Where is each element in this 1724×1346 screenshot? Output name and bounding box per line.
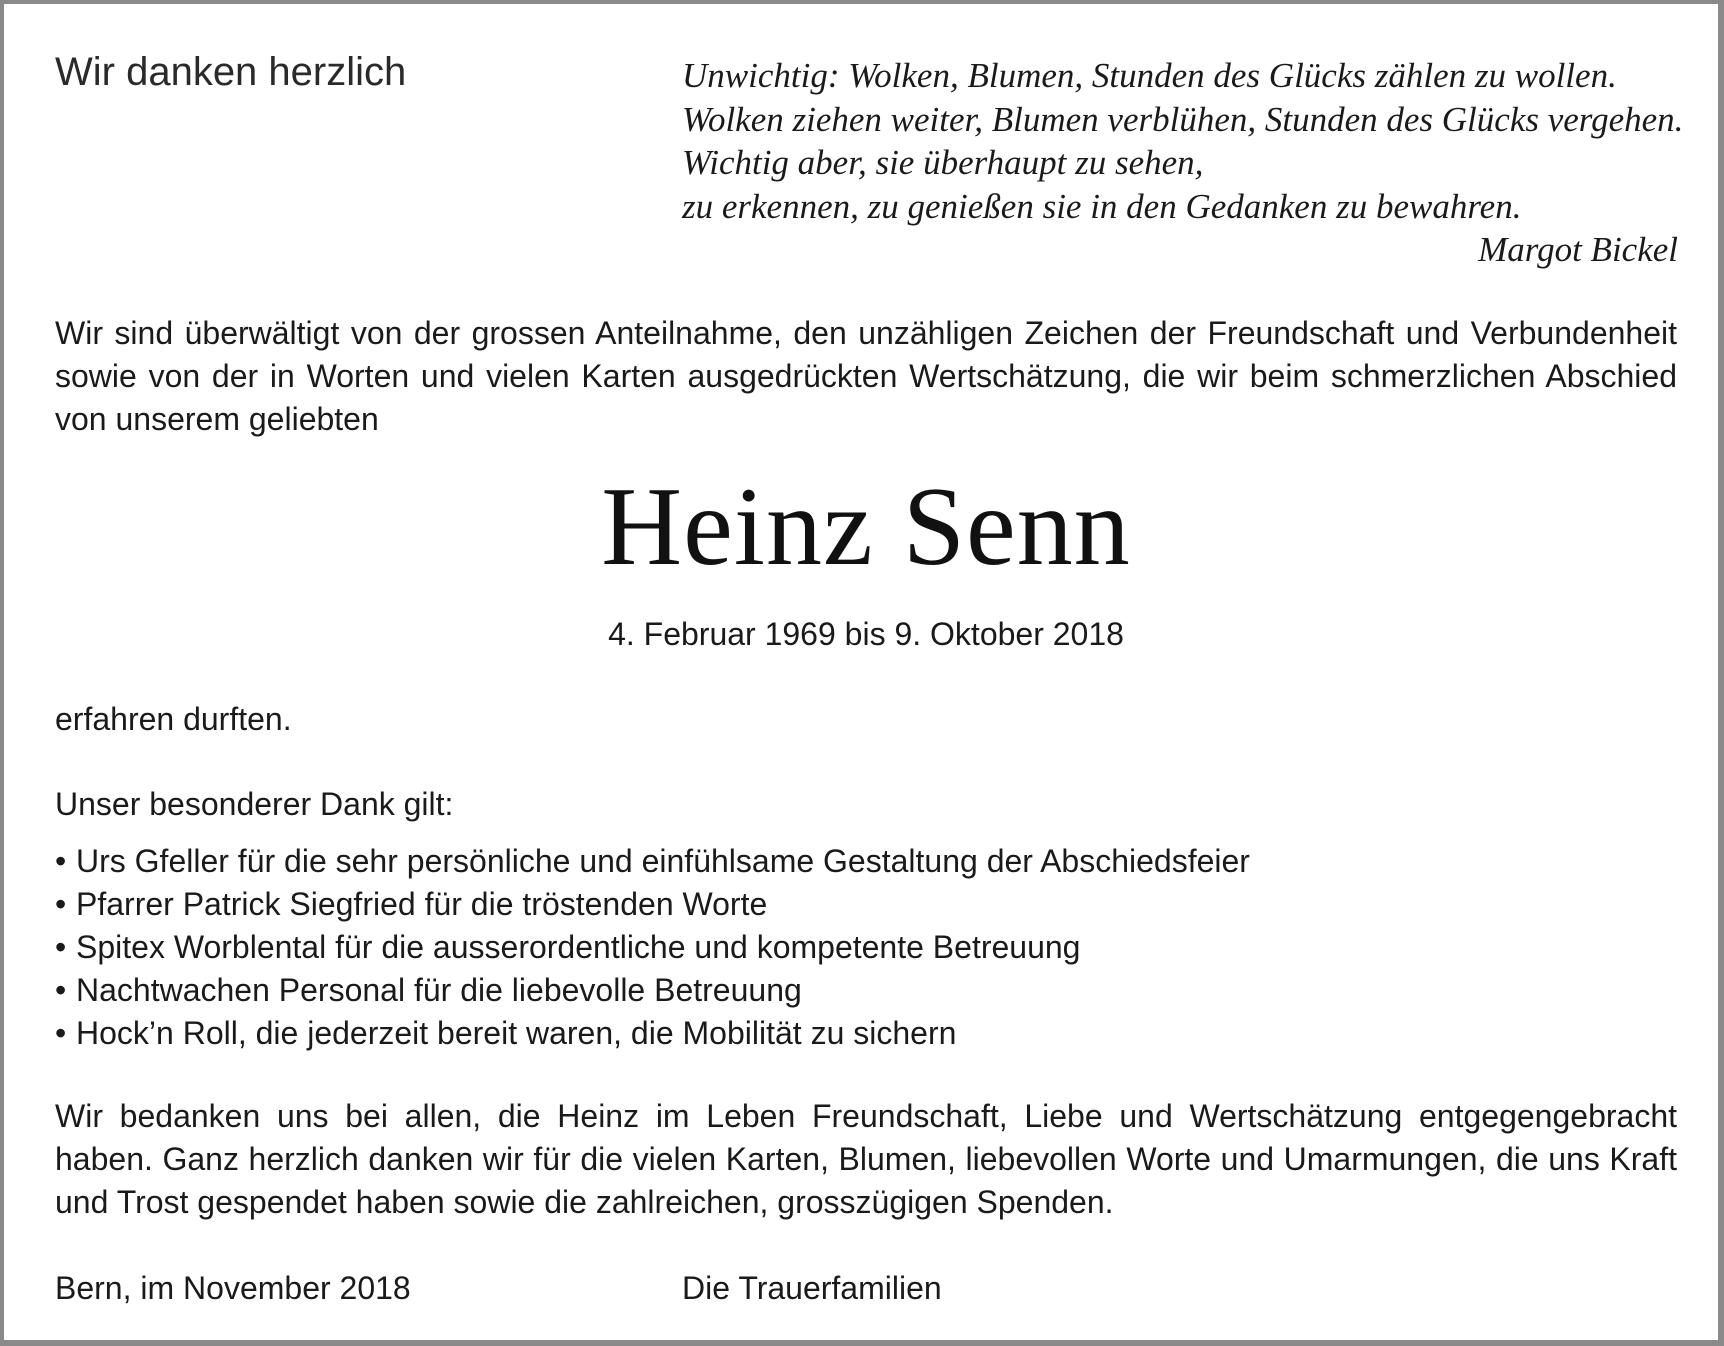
deceased-name: Heinz Senn [601, 465, 1131, 589]
list-item-text: Hock’n Roll, die jederzeit bereit waren, die Mobilität zu sichern [76, 1015, 957, 1051]
list-item-text: Urs Gfeller für die sehr persönliche und einfühlsame Gestaltung der Abschiedsfeier [76, 843, 1250, 879]
bullet-icon: • [55, 1015, 67, 1051]
poem-block [682, 54, 1684, 272]
bullet-icon: • [55, 929, 67, 965]
life-dates: 4. Februar 1969 bis 9. Oktober 2018 [608, 616, 1124, 652]
poem-line: Wolken ziehen weiter, Blumen verblühen, Stunden des Glücks vergehen. [682, 99, 1684, 139]
poem-author: Margot Bickel [1478, 230, 1678, 269]
poem-line: Unwichtig: Wolken, Blumen, Stunden des Glücks zählen zu wollen. [682, 56, 1617, 95]
bullet-icon: • [55, 972, 67, 1008]
list-item [55, 969, 1250, 1012]
list-item [55, 883, 1250, 926]
list-item [55, 1012, 1250, 1055]
list-item [55, 926, 1250, 969]
signature: Die Trauerfamilien [682, 1270, 942, 1306]
thanks-intro: Unser besonderer Dank gilt: [55, 786, 454, 822]
list-item-text: Spitex Worblental für die ausserordentliche und kompetente Betreuung [76, 929, 1081, 965]
place-date: Bern, im November 2018 [55, 1270, 411, 1306]
continuation-text: erfahren durften. [55, 701, 292, 737]
list-item [55, 840, 1250, 883]
poem-line: zu erkennen, zu genießen sie in den Gedanken zu bewahren. [682, 186, 1522, 226]
poem-line: Wichtig aber, sie überhaupt zu sehen, [682, 143, 1204, 182]
list-item-text: Nachtwachen Personal für die liebevolle Betreuung [76, 972, 802, 1008]
closing-paragraph: Wir bedanken uns bei allen, die Heinz im Leben Freundschaft, Liebe und Wertschätzung entgegengebracht haben. Ganz herzlich danken wir für die vielen Karten, Blumen, liebevollen Worte und Umarmungen, die uns Kraft und Trost gespendet haben sowie die zahlreichen, grosszügigen Spenden. [55, 1098, 1677, 1220]
list-item-text: Pfarrer Patrick Siegfried für die tröstenden Worte [76, 886, 768, 922]
thanks-heading: Wir danken herzlich [55, 50, 407, 94]
thanks-list [55, 840, 1250, 1055]
intro-paragraph: Wir sind überwältigt von der grossen Anteilnahme, den unzähligen Zeichen der Freundschaft und Verbundenheit sowie von der in Worten und vielen Karten ausgedrückten Wertschätzung, die wir beim schmerzlichen Abschied von unserem geliebten [55, 315, 1677, 437]
bullet-icon: • [55, 886, 67, 922]
bullet-icon: • [55, 843, 67, 879]
